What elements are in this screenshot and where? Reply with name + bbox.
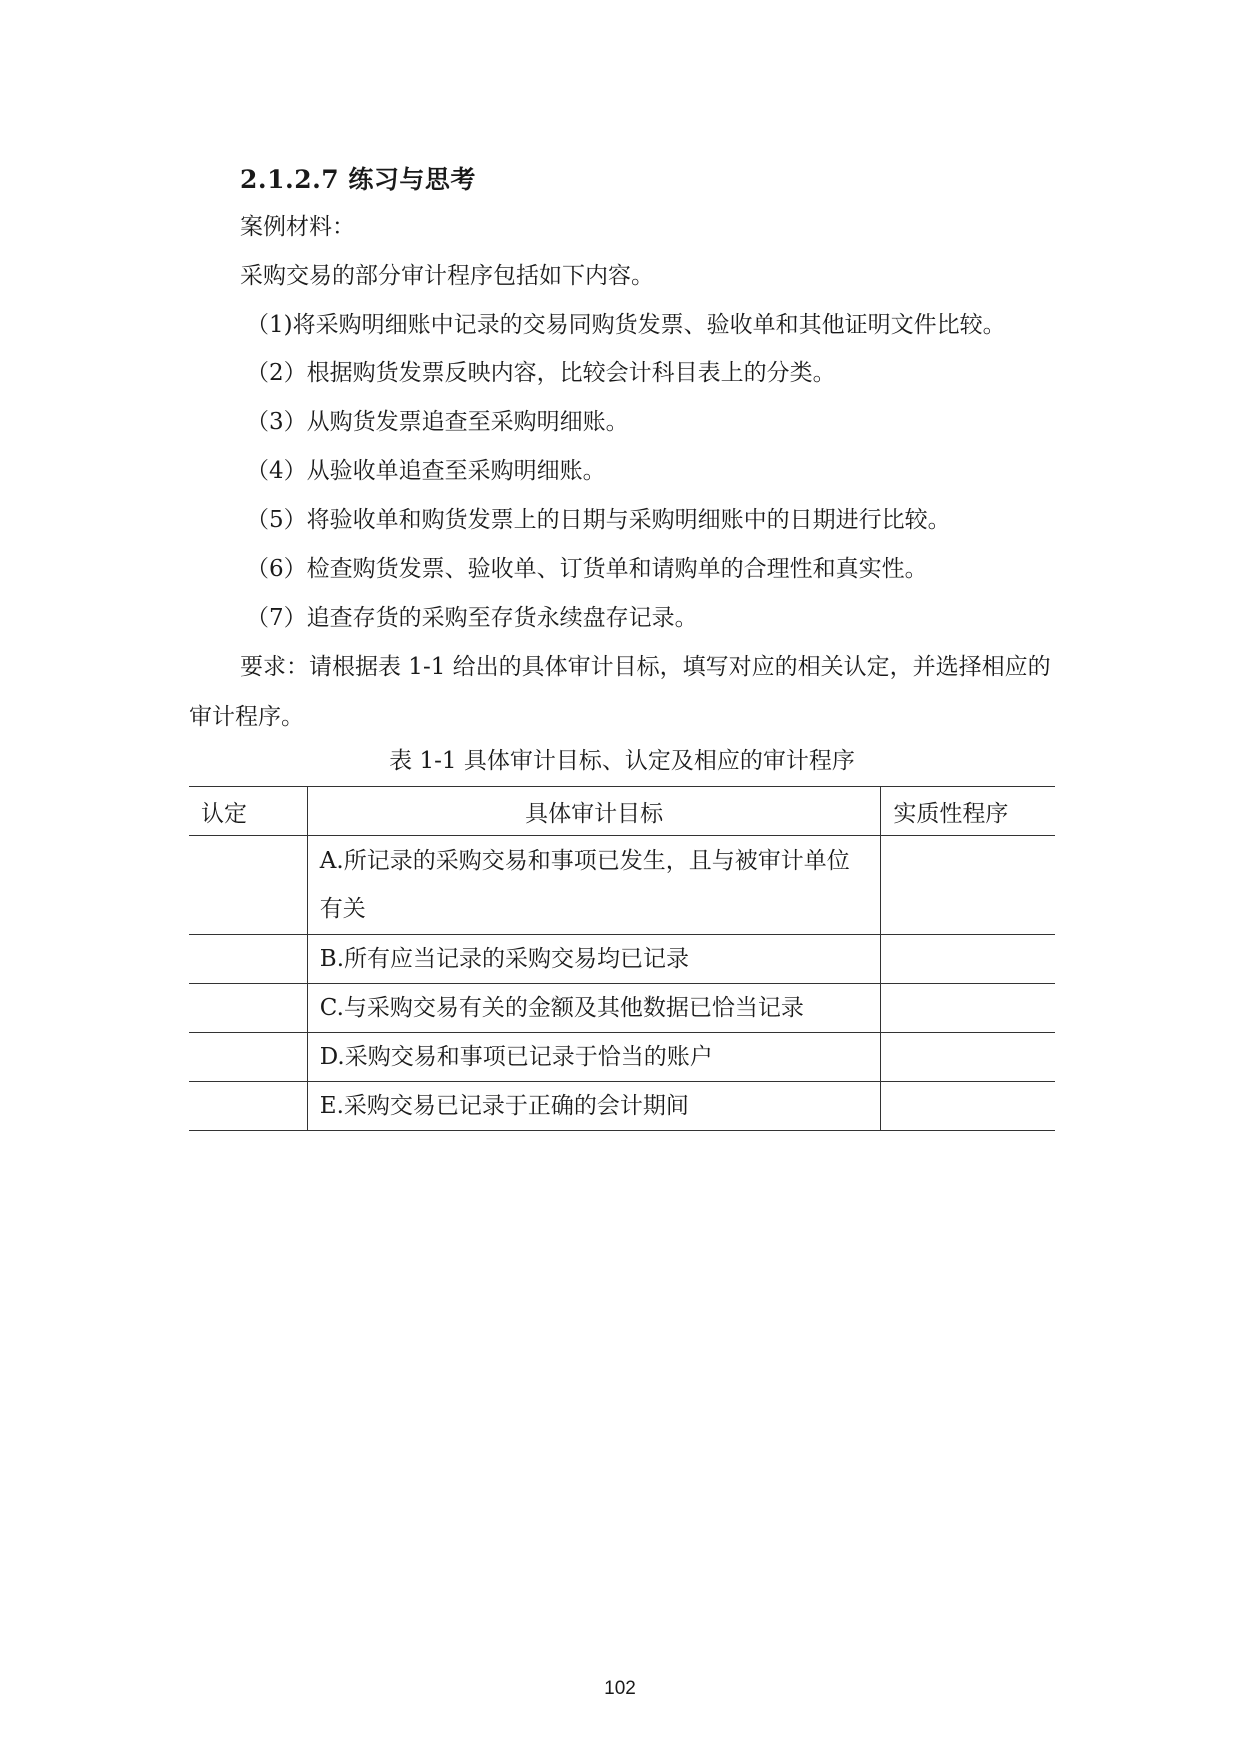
assertion-cell — [189, 1033, 307, 1082]
page-number: 102 — [604, 1678, 636, 1699]
header-objective: 具体审计目标 — [307, 787, 881, 836]
objective-cell: A.所记录的采购交易和事项已发生，且与被审计单位有关 — [307, 836, 881, 935]
assertion-cell — [189, 984, 307, 1033]
header-procedure: 实质性程序 — [881, 787, 1055, 836]
objective-cell: B.所有应当记录的采购交易均已记录 — [307, 935, 881, 984]
procedure-cell — [881, 1033, 1055, 1082]
objective-cell: C.与采购交易有关的金额及其他数据已恰当记录 — [307, 984, 881, 1033]
procedure-cell — [881, 984, 1055, 1033]
procedure-item: （7）追查存货的采购至存货永续盘存记录。 — [246, 605, 698, 631]
table-header-row — [189, 787, 1055, 836]
table-caption: 表 1-1 具体审计目标、认定及相应的审计程序 — [389, 748, 855, 774]
table-row — [189, 836, 1055, 935]
objective-cell: E.采购交易已记录于正确的会计期间 — [307, 1082, 881, 1131]
procedure-item: （3）从购货发票追查至采购明细账。 — [246, 409, 629, 435]
requirement-text: 要求：请根据表 1-1 给出的具体审计目标，填写对应的相关认定，并选择相应的审计程序。 — [189, 654, 1051, 730]
procedure-item: （6）检查购货发票、验收单、订货单和请购单的合理性和真实性。 — [246, 556, 928, 582]
assertion-cell — [189, 836, 307, 935]
procedure-cell — [881, 1082, 1055, 1131]
table-row — [189, 935, 1055, 984]
procedure-item: （5）将验收单和购货发票上的日期与采购明细账中的日期进行比较。 — [246, 507, 951, 533]
procedure-cell — [881, 836, 1055, 935]
case-label: 案例材料： — [240, 214, 355, 240]
procedure-cell — [881, 935, 1055, 984]
header-assertion: 认定 — [189, 787, 307, 836]
procedure-item: （1)将采购明细账中记录的交易同购货发票、验收单和其他证明文件比较。 — [246, 312, 1006, 338]
assertion-cell — [189, 1082, 307, 1131]
procedure-item: （4）从验收单追查至采购明细账。 — [246, 458, 606, 484]
table-row — [189, 984, 1055, 1033]
assertion-cell — [189, 935, 307, 984]
audit-objectives-table — [189, 786, 1055, 1131]
table-row — [189, 1082, 1055, 1131]
objective-cell: D.采购交易和事项已记录于恰当的账户 — [307, 1033, 881, 1082]
section-heading: 2.1.2.7 练习与思考 — [240, 165, 476, 194]
case-intro: 采购交易的部分审计程序包括如下内容。 — [240, 263, 654, 289]
procedure-item: （2）根据购货发票反映内容，比较会计科目表上的分类。 — [246, 360, 836, 386]
table-row — [189, 1033, 1055, 1082]
